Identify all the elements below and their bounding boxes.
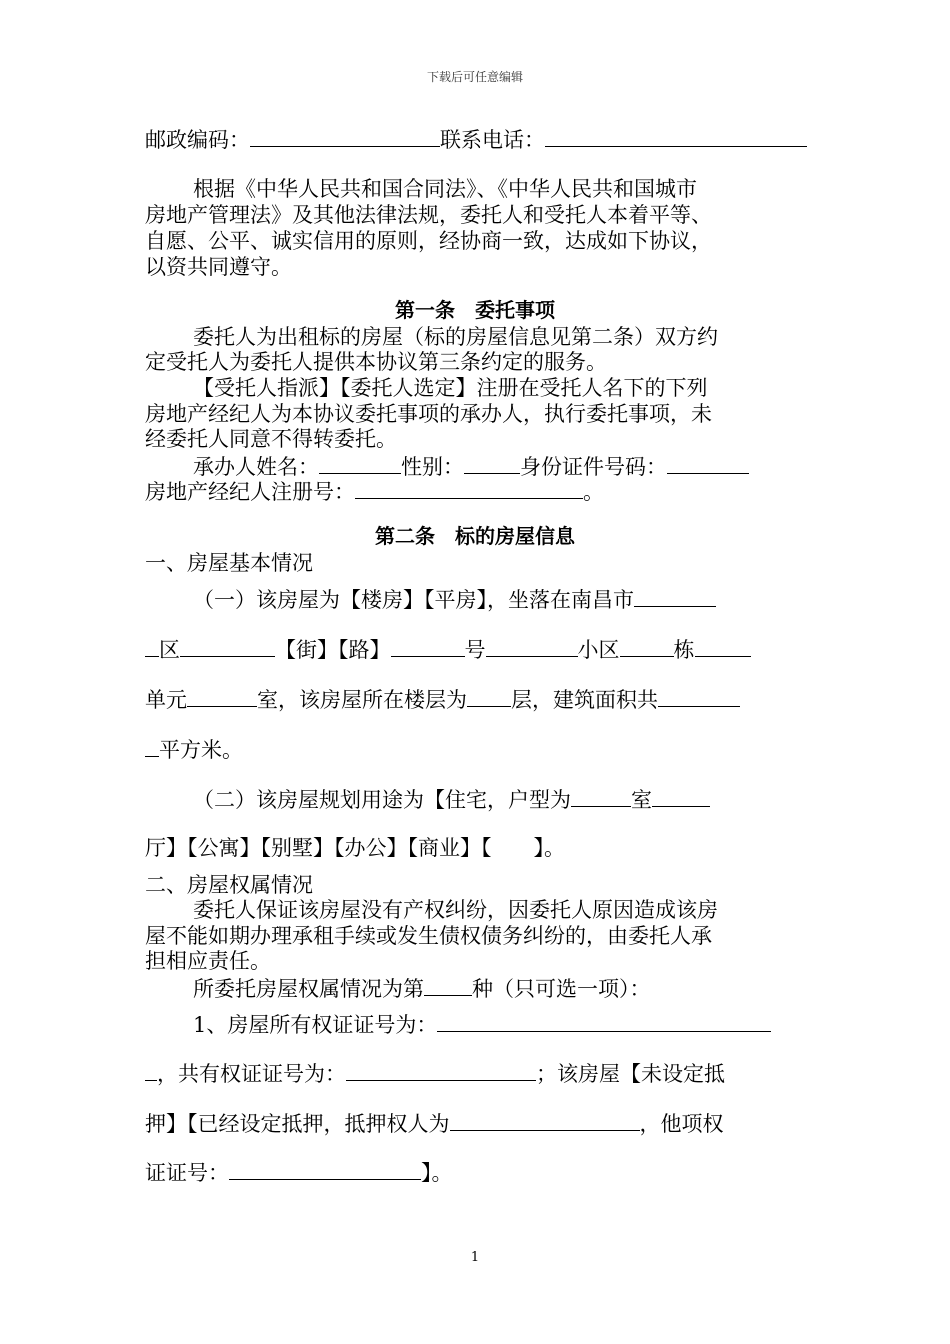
id-number-blank[interactable] bbox=[667, 453, 749, 474]
community-label: 小区 bbox=[577, 638, 620, 662]
number-label: 号 bbox=[464, 638, 486, 662]
ownership-choice-line bbox=[193, 975, 651, 1001]
preamble-line-3: 自愿、公平、诚实信用的原则，经协商一致，达成如下协议， bbox=[145, 229, 712, 253]
mortgage-status-text: ；该房屋【未设定抵 bbox=[536, 1062, 725, 1086]
certificate-line bbox=[193, 1011, 771, 1037]
contact-line bbox=[145, 126, 807, 152]
choice-text-b: 种（只可选一项）： bbox=[472, 977, 651, 1001]
room-floor-label: 室，该房屋所在楼层为 bbox=[257, 688, 467, 712]
article-2-heading: 第二条 标的房屋信息 bbox=[375, 524, 575, 548]
registration-line bbox=[145, 478, 604, 504]
street-road-label: 【街】【路】 bbox=[275, 638, 391, 662]
s1-line-b bbox=[145, 636, 751, 662]
s2-line-a bbox=[193, 786, 710, 812]
p3-line-2: 屋不能如期办理承租手续或发生债权债务纠纷的，由委托人承 bbox=[145, 924, 712, 948]
choice-blank[interactable] bbox=[424, 975, 472, 996]
unit-label: 单元 bbox=[145, 688, 187, 712]
co-certificate-blank[interactable] bbox=[346, 1060, 536, 1081]
number-blank[interactable] bbox=[486, 636, 578, 657]
street-blank[interactable] bbox=[391, 636, 465, 657]
building-label: 栋 bbox=[673, 638, 695, 662]
building-blank[interactable] bbox=[695, 636, 751, 657]
gender-blank[interactable] bbox=[464, 453, 520, 474]
hall-count-blank[interactable] bbox=[652, 786, 710, 807]
postal-code-blank[interactable] bbox=[250, 126, 440, 147]
mortgagee-label: 押】【已经设定抵押，抵押权人为 bbox=[145, 1112, 450, 1136]
other-certificate-line bbox=[145, 1159, 453, 1185]
area-blank[interactable] bbox=[658, 686, 740, 707]
district-blank[interactable] bbox=[180, 636, 275, 657]
area-label: 层，建筑面积共 bbox=[511, 688, 658, 712]
certificate-blank-tail[interactable] bbox=[145, 1060, 157, 1081]
community-blank[interactable] bbox=[620, 636, 674, 657]
agent-name-blank[interactable] bbox=[319, 453, 401, 474]
area-blank-tail[interactable] bbox=[145, 736, 159, 757]
preamble-line-4: 以资共同遵守。 bbox=[145, 255, 292, 279]
floor-blank[interactable] bbox=[467, 686, 511, 707]
article-1-p2-line-1: 【受托人指派】【委托人选定】注册在受托人名下的下列 bbox=[193, 376, 708, 400]
phone-label: 联系电话： bbox=[440, 128, 545, 152]
page-number: 1 bbox=[470, 1250, 480, 1265]
article-1-heading: 第一条 委托事项 bbox=[395, 298, 555, 322]
certificate-label: 1、房屋所有权证证号为： bbox=[193, 1013, 438, 1037]
preamble-line-2: 房地产管理法》及其他法律法规，委托人和受托人本着平等、 bbox=[145, 203, 712, 227]
article-1-p2-line-3: 经委托人同意不得转委托。 bbox=[145, 427, 397, 451]
mortgage-line bbox=[145, 1110, 724, 1136]
district-blank-lead[interactable] bbox=[145, 636, 159, 657]
other-certificate-end: 】。 bbox=[421, 1161, 453, 1185]
other-certificate-label: 证证号： bbox=[145, 1161, 229, 1185]
choice-text-a: 所委托房屋权属情况为第 bbox=[193, 977, 424, 1001]
s1-line-d bbox=[145, 736, 243, 762]
city-blank[interactable] bbox=[634, 586, 716, 607]
square-meter-text: 平方米。 bbox=[159, 738, 243, 762]
p3-line-3: 担相应责任。 bbox=[145, 949, 271, 973]
s1-line-c bbox=[145, 686, 740, 712]
certificate-blank[interactable] bbox=[437, 1011, 771, 1032]
room-label: 室 bbox=[631, 788, 652, 812]
co-certificate-line bbox=[145, 1060, 725, 1086]
gender-label: 性别： bbox=[401, 455, 464, 479]
agent-info-line bbox=[193, 453, 749, 479]
phone-blank[interactable] bbox=[545, 126, 807, 147]
registration-end: 。 bbox=[583, 480, 604, 504]
p3-line-1: 委托人保证该房屋没有产权纠纷，因委托人原因造成该房 bbox=[193, 898, 718, 922]
preamble-line-1: 根据《中华人民共和国合同法》、《中华人民共和国城市 bbox=[193, 177, 697, 201]
agent-name-label: 承办人姓名： bbox=[193, 455, 319, 479]
postal-code-label: 邮政编码： bbox=[145, 128, 250, 152]
article-1-p2-line-2: 房地产经纪人为本协议委托事项的承办人，执行委托事项，未 bbox=[145, 402, 712, 426]
s1-a-text: （一）该房屋为【楼房】【平房】，坐落在南昌市 bbox=[193, 588, 634, 612]
page-header: 下载后可任意编辑 bbox=[426, 70, 523, 84]
s1-line-a bbox=[193, 586, 716, 612]
s2-line-b: 厅】【公寓】【别墅】【办公】【商业】【 】。 bbox=[145, 836, 565, 860]
section-1-title: 一、房屋基本情况 bbox=[145, 551, 313, 575]
registration-blank[interactable] bbox=[355, 478, 583, 499]
article-1-p1-line-2: 定受托人为委托人提供本协议第三条约定的服务。 bbox=[145, 350, 607, 374]
id-number-label: 身份证件号码： bbox=[520, 455, 667, 479]
district-label: 区 bbox=[159, 638, 180, 662]
other-certificate-blank[interactable] bbox=[229, 1159, 421, 1180]
section-2-title: 二、房屋权属情况 bbox=[145, 873, 313, 897]
co-certificate-label: ，共有权证证号为： bbox=[157, 1062, 346, 1086]
mortgagee-blank[interactable] bbox=[450, 1110, 640, 1131]
registration-label: 房地产经纪人注册号： bbox=[145, 480, 355, 504]
unit-blank[interactable] bbox=[187, 686, 257, 707]
room-count-blank[interactable] bbox=[571, 786, 631, 807]
usage-text: （二）该房屋规划用途为【住宅，户型为 bbox=[193, 788, 571, 812]
other-right-label: ，他项权 bbox=[639, 1112, 724, 1136]
article-1-p1-line-1: 委托人为出租标的房屋（标的房屋信息见第二条）双方约 bbox=[193, 325, 718, 349]
